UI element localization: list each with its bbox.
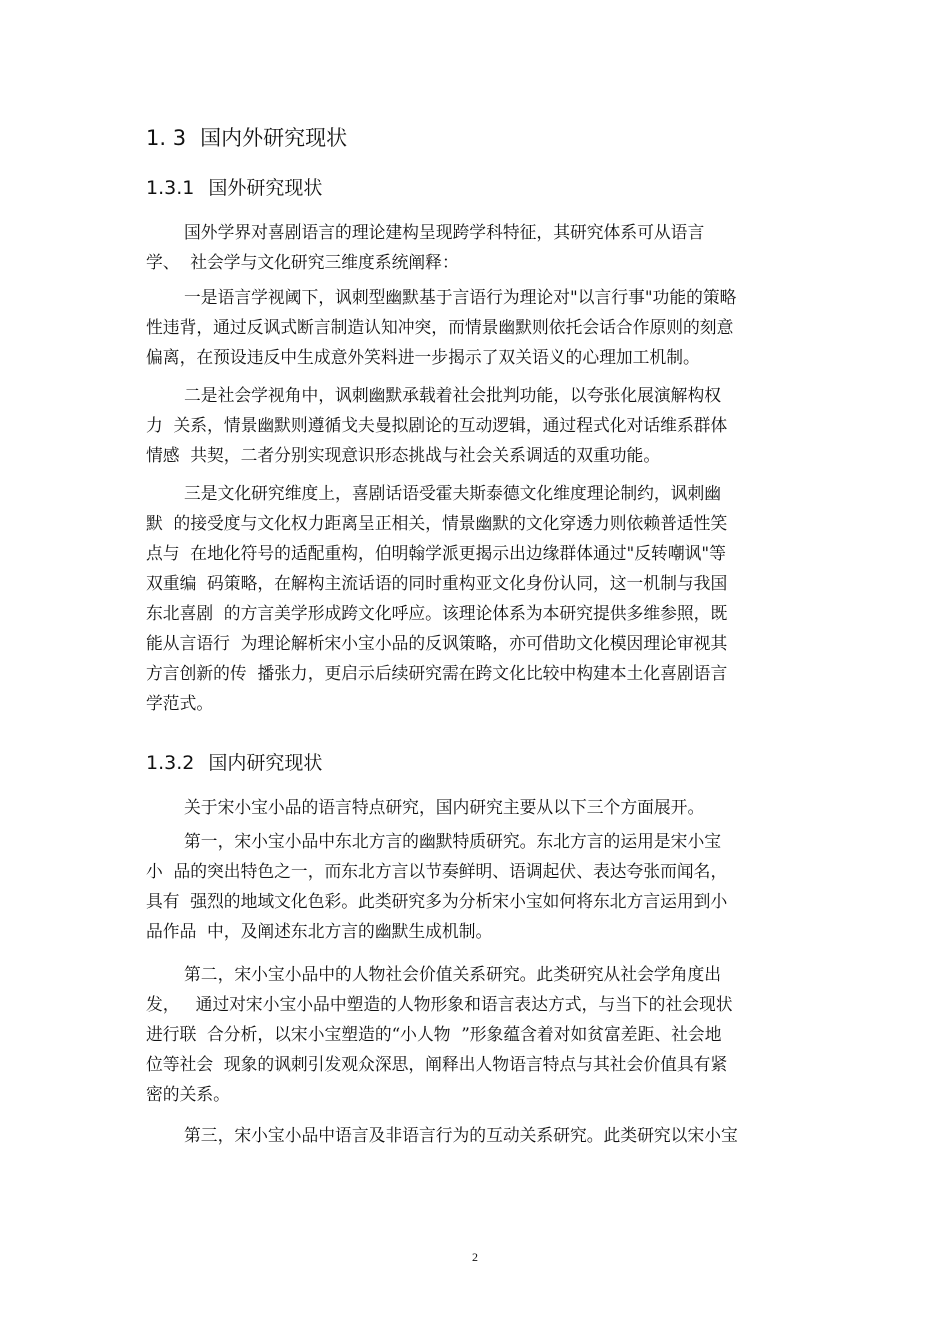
- text-line: 品作品 中，及阐述东北方言的幽默生成机制。: [146, 921, 493, 941]
- text-line: 国外学界对喜剧语言的理论建构呈现跨学科特征，其研究体系可从语言: [184, 222, 705, 242]
- text-line: 点与 在地化符号的适配重构，伯明翰学派更揭示出边缘群体通过"反转嘲讽"等: [146, 543, 726, 563]
- paragraph-domestic-intro: [146, 792, 826, 822]
- subsection-title: 国外研究现状: [208, 177, 323, 199]
- paragraph-dialect: [146, 826, 826, 946]
- paragraph-intro: [146, 217, 826, 277]
- text-line: 方言创新的传 播张力，更启示后续研究需在跨文化比较中构建本土化喜剧语言: [146, 663, 728, 683]
- text-line: 小 品的突出特色之一，而东北方言以节奏鲜明、语调起伏、表达夸张而闻名，: [146, 861, 728, 881]
- text-line: 双重编 码策略，在解构主流话语的同时重构亚文化身份认同，这一机制与我国: [146, 573, 728, 593]
- text-line: 三是文化研究维度上，喜剧话语受霍夫斯泰德文化维度理论制约，讽刺幽: [184, 483, 722, 503]
- text-line: 二是社会学视角中，讽刺幽默承载着社会批判功能，以夸张化展演解构权: [184, 385, 722, 405]
- subsection-title: 国内研究现状: [208, 752, 323, 774]
- paragraph-sociology: [146, 380, 826, 470]
- text-line: 第三，宋小宝小品中语言及非语言行为的互动关系研究。此类研究以宋小宝: [184, 1125, 738, 1145]
- subsection-number: 1.3.2: [146, 752, 195, 774]
- paragraph-linguistics: [146, 282, 826, 372]
- text-line: 密的关系。: [146, 1084, 230, 1104]
- subsection-heading-foreign: [146, 173, 322, 203]
- text-line: 一是语言学视阈下，讽刺型幽默基于言语行为理论对"以言行事"功能的策略: [184, 287, 737, 307]
- text-line: 第一，宋小宝小品中东北方言的幽默特质研究。东北方言的运用是宋小宝: [184, 831, 722, 851]
- subsection-heading-domestic: [146, 748, 322, 778]
- text-line: 力 关系，情景幽默则遵循戈夫曼拟剧论的互动逻辑，通过程式化对话维系群体: [146, 415, 728, 435]
- text-line: 位等社会 现象的讽刺引发观众深思，阐释出人物语言特点与其社会价值具有紧: [146, 1054, 728, 1074]
- subsection-number: 1.3.1: [146, 177, 195, 199]
- section-number: 1. 3: [146, 126, 187, 150]
- text-line: 关于宋小宝小品的语言特点研究，国内研究主要从以下三个方面展开。: [184, 797, 705, 817]
- text-line: 东北喜剧 的方言美学形成跨文化呼应。该理论体系为本研究提供多维参照，既: [146, 603, 728, 623]
- section-title: 国内外研究现状: [200, 126, 348, 150]
- text-line: 偏离，在预设违反中生成意外笑料进一步揭示了双关语义的心理加工机制。: [146, 347, 700, 367]
- page-number: 2: [472, 1250, 478, 1264]
- section-heading: [146, 122, 347, 154]
- text-line: 发， 通过对宋小宝小品中塑造的人物形象和语言表达方式，与当下的社会现状: [146, 994, 733, 1014]
- text-line: 第二，宋小宝小品中的人物社会价值关系研究。此类研究从社会学角度出: [184, 964, 722, 984]
- text-line: 性违背，通过反讽式断言制造认知冲突，而情景幽默则依托会话合作原则的刻意: [146, 317, 734, 337]
- text-line: 学范式。: [146, 693, 214, 713]
- paragraph-culture: [146, 478, 826, 718]
- paragraph-social-value: [146, 959, 826, 1109]
- text-line: 能从言语行 为理论解析宋小宝小品的反讽策略，亦可借助文化模因理论审视其: [146, 633, 728, 653]
- paragraph-nonverbal: [146, 1120, 826, 1150]
- text-line: 具有 强烈的地域文化色彩。此类研究多为分析宋小宝如何将东北方言运用到小: [146, 891, 728, 911]
- text-line: 情感 共契，二者分别实现意识形态挑战与社会关系调适的双重功能。: [146, 445, 661, 465]
- text-line: 默 的接受度与文化权力距离呈正相关，情景幽默的文化穿透力则依赖普适性笑: [146, 513, 728, 533]
- text-line: 学、 社会学与文化研究三维度系统阐释：: [146, 252, 459, 272]
- text-line: 进行联 合分析，以宋小宝塑造的“小人物 ”形象蕴含着对如贫富差距、社会地: [146, 1024, 722, 1044]
